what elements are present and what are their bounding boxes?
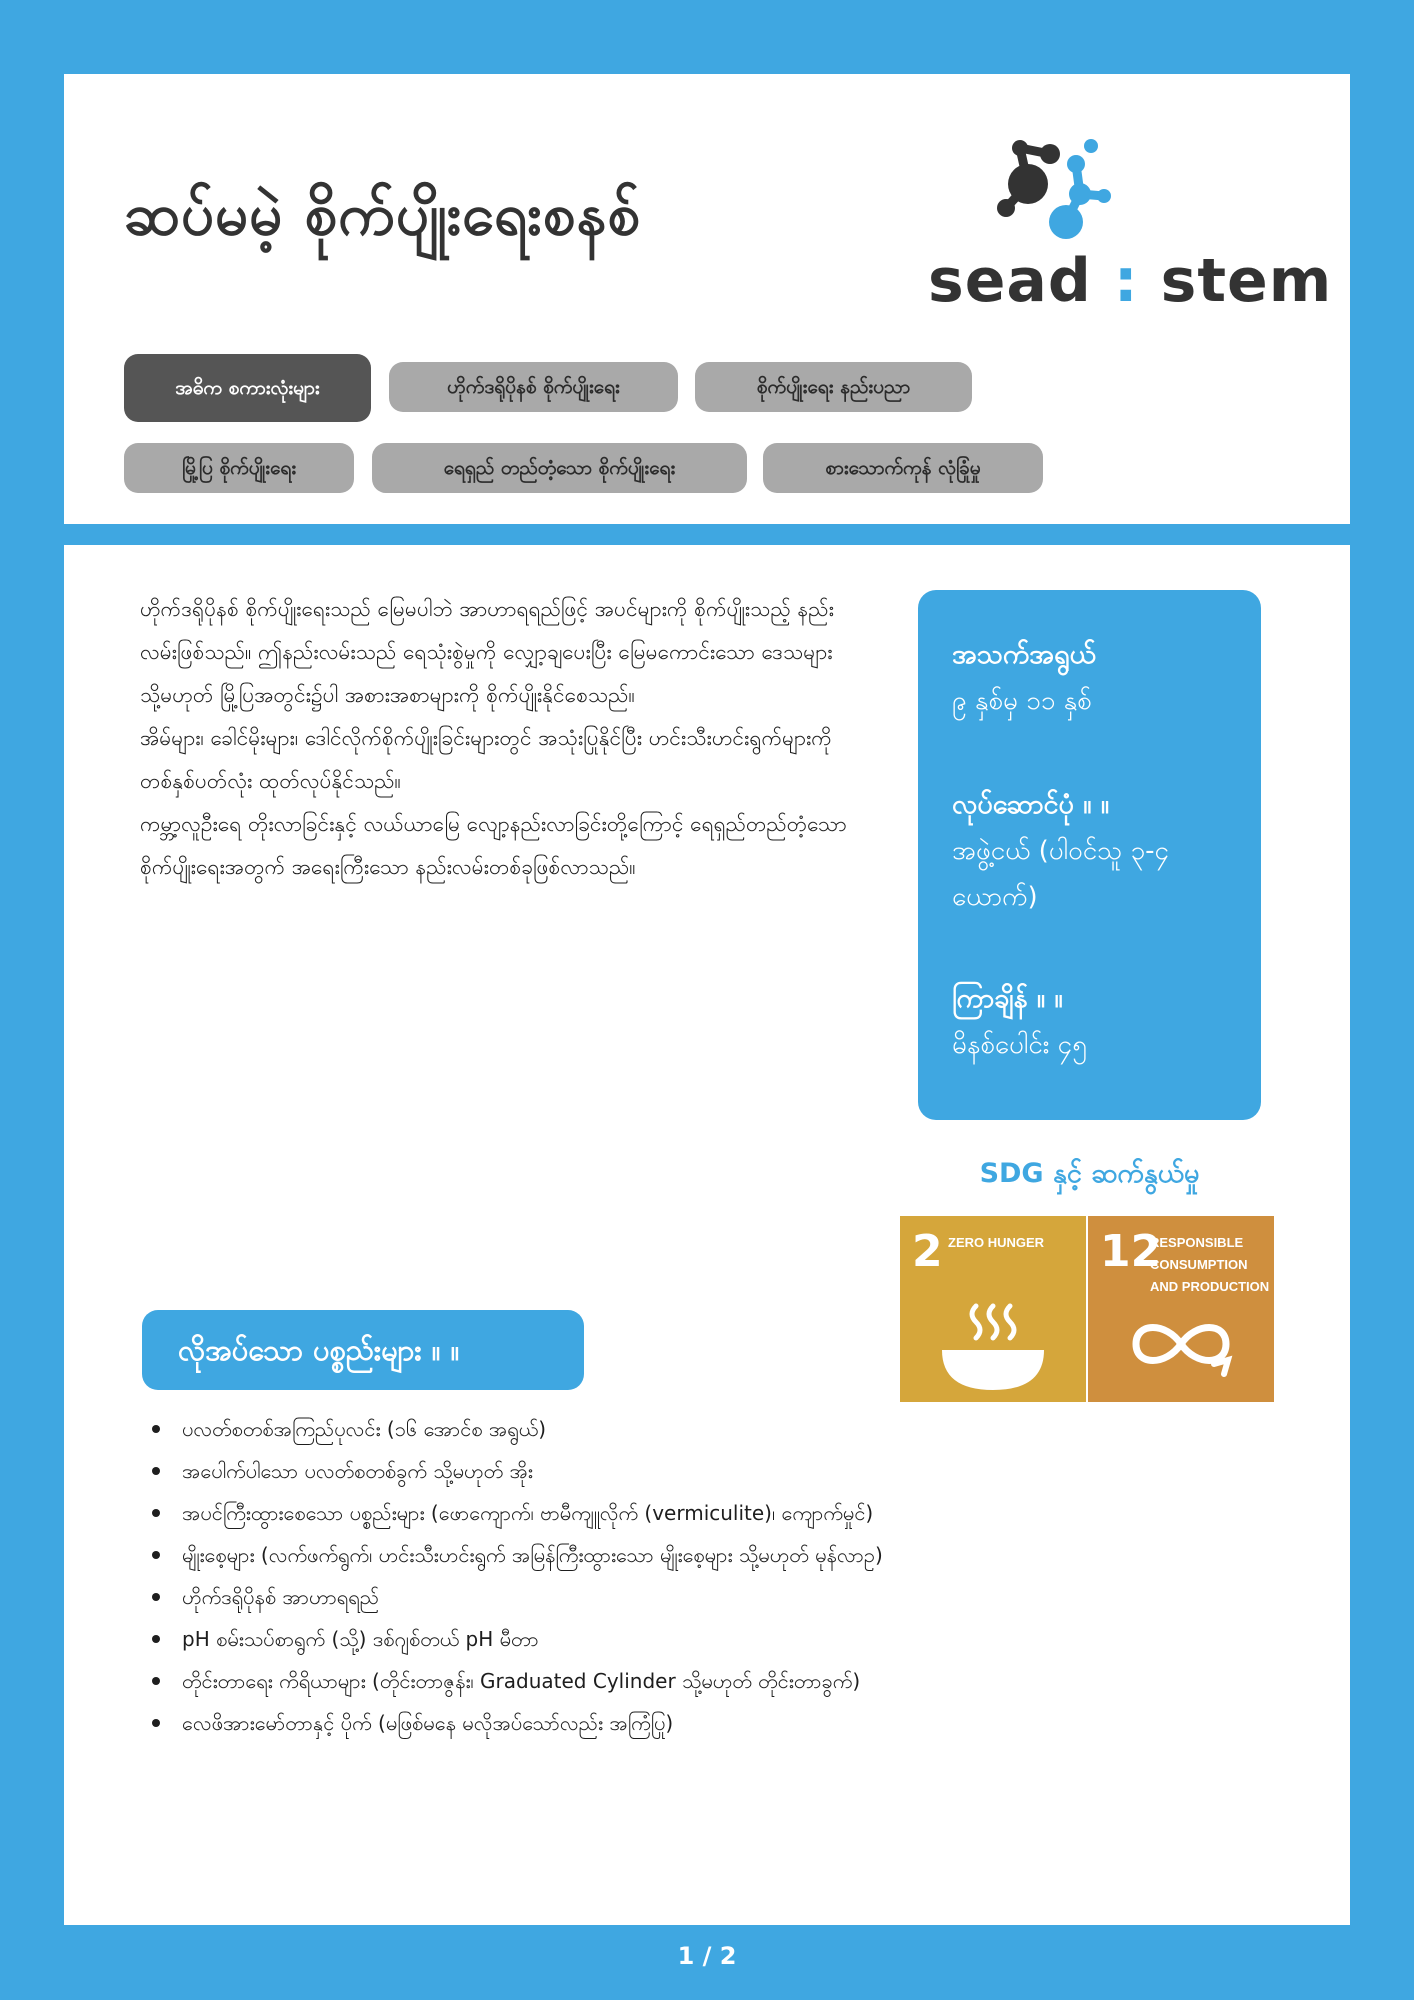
description-paragraph: အိမ်များ၊ ခေါင်မိုးများ၊ ဒေါင်လိုက်စိုက်ပျိုးခြင်းများတွင် အသုံးပြုနိုင်ပြီး ဟင်းသီးဟင်းရွက်များကို တစ်နှစ်ပတ်လုံး ထုတ်လုပ်နိုင်သည်။ (140, 726, 832, 793)
description-paragraph: ဟိုက်ဒရိုပိုနစ် စိုက်ပျိုးရေးသည် မြေမပါဘဲ အာဟာရရည်ဖြင့် အပင်များကို စိုက်ပျိုးသည့် နည်းလမ်းဖြစ်သည်။ ဤနည်းလမ်းသည် ရေသုံးစွဲမှုကို လျှော့ချပေးပြီး မြေမကောင်းသော ဒေသများ သို့မဟုတ် မြို့ပြအတွင်း၌ပါ အစားအစာများကို စိုက်ပျိုးနိုင်စေသည်။ (140, 597, 834, 707)
keyword-tag[interactable]: ဟိုက်ဒရိုပိုနစ် စိုက်ပျိုးရေး (389, 362, 678, 412)
format-info (952, 782, 1242, 920)
materials-heading: လိုအပ်သော ပစ္စည်းများ ။ ။ (142, 1310, 584, 1390)
list-item: ဟိုက်ဒရိုပိုနစ် အာဟာရရည် (148, 1576, 1288, 1618)
list-item: အပင်ကြီးထွားစေသော ပစ္စည်းများ (ဖောကျောက်၊ ဗာမီကျူလိုက် (vermiculite)၊ ကျောက်မှုင်) (148, 1492, 1288, 1534)
page-number: 1 / 2 (677, 1942, 737, 1970)
logo-word-separator: : (1113, 246, 1139, 316)
duration-label: ကြာချိန် ။ ။ (952, 983, 1063, 1014)
format-label: လုပ်ဆောင်ပုံ ။ ။ (952, 789, 1110, 820)
logo-word-right: stem (1160, 246, 1333, 316)
page-title: ဆပ်မမဲ့ စိုက်ပျိုးရေးစနစ် (124, 180, 642, 248)
list-item: လေဖိအားမော်တာနှင့် ပိုက် (မဖြစ်မနေ မလိုအပ်သော်လည်း အကြံပြု) (148, 1702, 1288, 1744)
sdg-heading: SDG နှင့် ဆက်နွယ်မှု (979, 1158, 1200, 1189)
duration-info (952, 976, 1242, 1068)
age-info (952, 632, 1242, 724)
keyword-tag[interactable]: ရေရှည် တည်တံ့သော စိုက်ပျိုးရေး (372, 443, 747, 493)
age-value: ၉ နှစ်မှ ၁၁ နှစ် (952, 686, 1092, 716)
keyword-tag[interactable]: စားသောက်ကုန် လုံခြုံမှု (763, 443, 1043, 493)
keyword-tag[interactable]: မြို့ပြ စိုက်ပျိုးရေး (124, 443, 354, 493)
age-label: အသက်အရွယ် (952, 639, 1096, 670)
list-item: အပေါက်ပါသော ပလတ်စတစ်ခွက် သို့မဟုတ် အိုး (148, 1450, 1288, 1492)
materials-list (148, 1408, 1288, 1744)
list-item: မျိုးစေ့များ (လက်ဖက်ရွက်၊ ဟင်းသီးဟင်းရွက် အမြန်ကြီးထွားသော မျိုးစေ့များ သို့မဟုတ် မုန်လာဥ) (148, 1534, 1288, 1576)
list-item: pH စမ်းသပ်စာရွက် (သို့) ဒစ်ဂျစ်တယ် pH မီတာ (148, 1618, 1288, 1660)
logo-word-left: sead (928, 246, 1092, 316)
sdg-goal-12 (1088, 1216, 1274, 1402)
food-bowl-icon (928, 1294, 1058, 1394)
sdg-number: 12 (1100, 1226, 1162, 1277)
description (140, 588, 870, 889)
logo-wordmark (928, 246, 1333, 316)
keyword-tag[interactable]: စိုက်ပျိုးရေး နည်းပညာ (695, 362, 972, 412)
infinity-loop-icon (1116, 1294, 1246, 1394)
keyword-tag[interactable]: အဓိက စကားလုံးများ (124, 354, 371, 422)
molecule-logo-icon (928, 126, 1278, 246)
sdg-title: RESPONSIBLE CONSUMPTION AND PRODUCTION (1150, 1235, 1270, 1294)
sead-stem-logo (928, 126, 1333, 322)
sdg-title: ZERO HUNGER (948, 1235, 1045, 1250)
list-item: တိုင်းတာရေး ကိရိယာများ (တိုင်းတာဇွန်း၊ Graduated Cylinder သို့မဟုတ် တိုင်းတာခွက်) (148, 1660, 1288, 1702)
format-value: အဖွဲ့ငယ် (ပါဝင်သူ ၃-၄ ယောက်) (952, 836, 1170, 912)
activity-info-card (918, 590, 1261, 1120)
sdg-goal-2 (900, 1216, 1086, 1402)
duration-value: မိနစ်ပေါင်း ၄၅ (952, 1030, 1087, 1060)
list-item: ပလတ်စတစ်အကြည်ပုလင်း (၁၆ အောင်စ အရွယ်) (148, 1408, 1288, 1450)
sdg-number: 2 (912, 1226, 943, 1277)
description-paragraph: ကမ္ဘာ့လူဦးရေ တိုးလာခြင်းနှင့် လယ်ယာမြေ လျော့နည်းလာခြင်းတို့ကြောင့် ရေရှည်တည်တံ့သော စိုက်ပျိုးရေးအတွက် အရေးကြီးသော နည်းလမ်းတစ်ခုဖြစ်လာသည်။ (140, 812, 847, 879)
